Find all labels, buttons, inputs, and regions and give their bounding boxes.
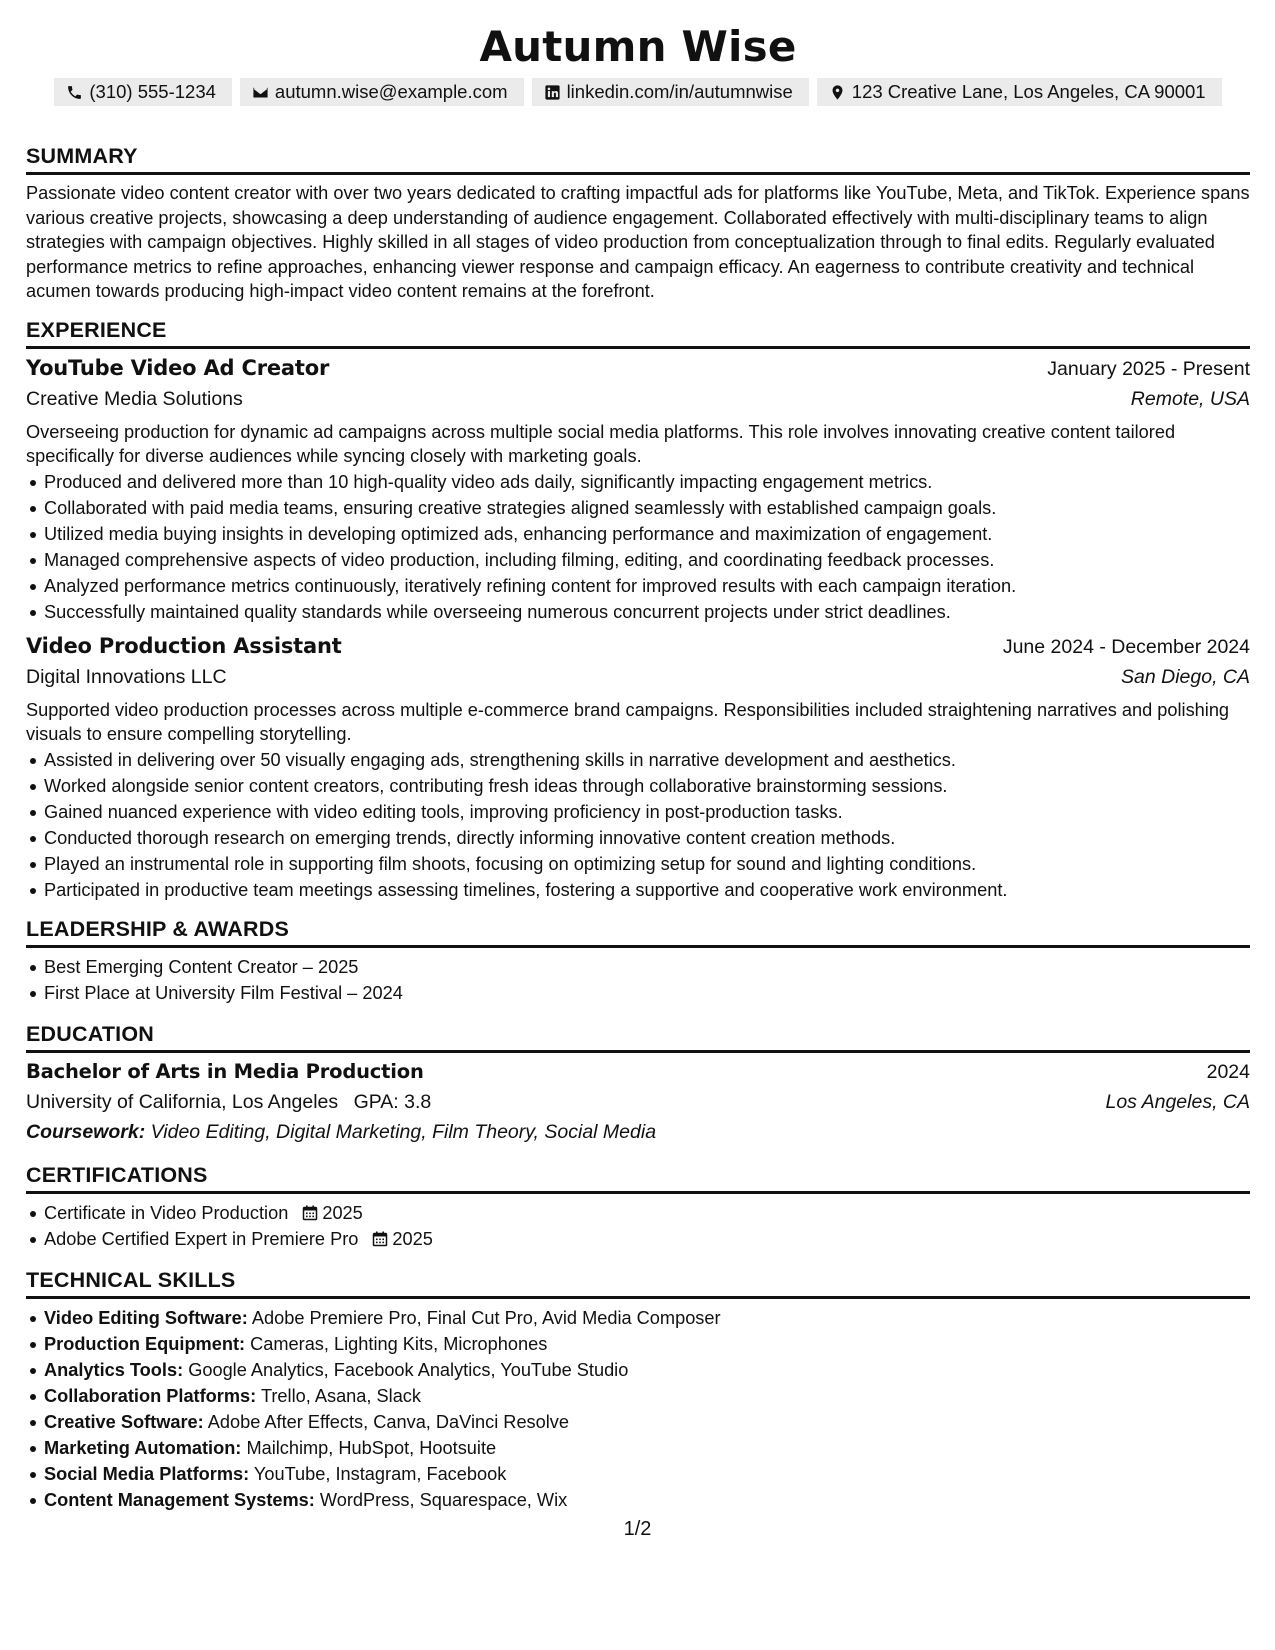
- skill-label: Collaboration Platforms:: [44, 1385, 257, 1406]
- phone-text: (310) 555-1234: [89, 81, 216, 102]
- list-item: [26, 1435, 1250, 1461]
- list-item: [26, 1226, 1250, 1252]
- job-title: Video Production Assistant: [26, 633, 342, 658]
- summary-text: Passionate video content creator with over two years dedicated to crafting impactful ads for platforms like YouTube, Meta, and TikTok. Experience spans various creative projects, showcasing a deep understanding of audience engagement. Collaborated effectively with multi-disciplinary teams to align strategies with campaign objectives. Highly skilled in all stages of video production from conceptualization through to final edits. Regularly evaluated performance metrics to refine approaches, enhancing viewer response and campaign efficacy. An eagerness to contribute creativity and technical acumen towards producing high-impact video content remains at the forefront.: [26, 183, 1250, 301]
- calendar-icon: [302, 1205, 318, 1221]
- job-company: Creative Media Solutions: [26, 387, 243, 410]
- skill-value: YouTube, Instagram, Facebook: [253, 1463, 507, 1484]
- job-description: Overseeing production for dynamic ad campaigns across multiple social media platforms. This role involves innovating creative content tailored specifically for diverse audiences while syncing closely with marketing goals.: [26, 421, 1176, 466]
- address-text: 123 Creative Lane, Los Angeles, CA 90001: [851, 81, 1206, 102]
- email-text: autumn.wise@example.com: [274, 81, 508, 102]
- school-line: [26, 1087, 431, 1117]
- cert-name: Adobe Certified Expert in Premiere Pro: [44, 1228, 359, 1249]
- job-location: San Diego, CA: [1121, 665, 1250, 688]
- linkedin-text: linkedin.com/in/autumnwise: [566, 81, 793, 102]
- page-number: 1/2: [623, 1518, 652, 1540]
- job-title: YouTube Video Ad Creator: [26, 355, 330, 380]
- cert-year: 2025: [392, 1228, 433, 1249]
- coursework-list: Video Editing, Digital Marketing, Film Theory, Social Media: [150, 1120, 657, 1143]
- list-item: Successfully maintained quality standards while overseeing numerous concurrent projects under strict deadlines.: [26, 599, 1250, 625]
- list-item: Conducted thorough research on emerging trends, directly informing innovative content creation methods.: [26, 825, 1250, 851]
- gpa: GPA: 3.8: [353, 1090, 432, 1113]
- coursework: [26, 1117, 1250, 1147]
- envelope-icon: [252, 84, 269, 101]
- contact-linkedin[interactable]: [532, 78, 809, 106]
- skill-value: Cameras, Lighting Kits, Microphones: [250, 1333, 548, 1354]
- map-pin-icon: [829, 84, 846, 101]
- list-item: [26, 1409, 1250, 1435]
- list-item: Gained nuanced experience with video editing tools, improving proficiency in post-production tasks.: [26, 799, 1250, 825]
- school-name: University of California, Los Angeles: [26, 1090, 339, 1113]
- linkedin-icon: [544, 84, 561, 101]
- summary-section: [26, 142, 1250, 304]
- list-item: [26, 1200, 1250, 1226]
- contact-phone[interactable]: [54, 78, 232, 106]
- cert-year: 2025: [322, 1202, 363, 1223]
- list-item: Best Emerging Content Creator – 2025: [26, 954, 1250, 980]
- job-entry: [26, 353, 1250, 625]
- awards-section: [26, 915, 1250, 1006]
- list-item: Analyzed performance metrics continuously, iteratively refining content for improved results with each campaign iteration.: [26, 573, 1250, 599]
- list-item: Assisted in delivering over 50 visually engaging ads, strengthening skills in narrative development and aesthetics.: [26, 747, 1250, 773]
- list-item: [26, 1305, 1250, 1331]
- resume-page: [26, 22, 1250, 1513]
- job-dates: June 2024 - December 2024: [1002, 635, 1250, 658]
- skill-value: Adobe After Effects, Canva, DaVinci Resolve: [207, 1411, 570, 1432]
- list-item: [26, 1383, 1250, 1409]
- skill-label: Creative Software:: [44, 1411, 204, 1432]
- job-company: Digital Innovations LLC: [26, 665, 227, 688]
- section-title: SUMMARY: [26, 142, 1250, 175]
- skill-value: Mailchimp, HubSpot, Hootsuite: [246, 1437, 497, 1458]
- skill-label: Analytics Tools:: [44, 1359, 184, 1380]
- list-item: [26, 1461, 1250, 1487]
- list-item: Played an instrumental role in supporting film shoots, focusing on optimizing setup for sound and lighting conditions.: [26, 851, 1250, 877]
- list-item: Utilized media buying insights in developing optimized ads, enhancing performance and maximization of engagement.: [26, 521, 1250, 547]
- job-bullets: [26, 469, 1250, 625]
- list-item: Collaborated with paid media teams, ensuring creative strategies aligned seamlessly with established campaign goals.: [26, 495, 1250, 521]
- list-item: [26, 1357, 1250, 1383]
- graduation-year: 2024: [1206, 1060, 1250, 1083]
- list-item: Produced and delivered more than 10 high-quality video ads daily, significantly impacting engagement metrics.: [26, 469, 1250, 495]
- skill-label: Marketing Automation:: [44, 1437, 242, 1458]
- section-title: TECHNICAL SKILLS: [26, 1266, 1250, 1299]
- skill-value: WordPress, Squarespace, Wix: [319, 1489, 568, 1510]
- calendar-icon: [372, 1231, 388, 1247]
- candidate-name: Autumn Wise: [479, 22, 797, 71]
- skills-section: [26, 1266, 1250, 1513]
- cert-name: Certificate in Video Production: [44, 1202, 289, 1223]
- contact-address[interactable]: [817, 78, 1222, 106]
- list-item: [26, 1487, 1250, 1513]
- school-location: Los Angeles, CA: [1105, 1090, 1250, 1113]
- awards-list: [26, 954, 1250, 1006]
- job-entry: [26, 631, 1250, 903]
- phone-icon: [66, 84, 83, 101]
- list-item: Participated in productive team meetings assessing timelines, fostering a supportive and cooperative work environment.: [26, 877, 1250, 903]
- skill-label: Production Equipment:: [44, 1333, 246, 1354]
- section-title: EXPERIENCE: [26, 316, 1250, 349]
- skill-label: Social Media Platforms:: [44, 1463, 250, 1484]
- list-item: First Place at University Film Festival – 2024: [26, 980, 1250, 1006]
- skill-label: Content Management Systems:: [44, 1489, 315, 1510]
- skill-value: Google Analytics, Facebook Analytics, YouTube Studio: [188, 1359, 629, 1380]
- skill-label: Video Editing Software:: [44, 1307, 248, 1328]
- contact-bar: [26, 78, 1250, 106]
- degree-title: Bachelor of Arts in Media Production: [26, 1059, 424, 1083]
- job-description: Supported video production processes across multiple e-commerce brand campaigns. Responsibilities included straightening narratives and polishing visuals to ensure compelling storytelling.: [26, 699, 1230, 744]
- section-title: LEADERSHIP & AWARDS: [26, 915, 1250, 948]
- skill-value: Trello, Asana, Slack: [260, 1385, 421, 1406]
- experience-section: [26, 316, 1250, 903]
- skills-list: [26, 1305, 1250, 1513]
- skill-value: Adobe Premiere Pro, Final Cut Pro, Avid Media Composer: [251, 1307, 721, 1328]
- list-item: [26, 1331, 1250, 1357]
- section-title: EDUCATION: [26, 1020, 1250, 1053]
- job-dates: January 2025 - Present: [1047, 357, 1250, 380]
- job-bullets: [26, 747, 1250, 903]
- section-title: CERTIFICATIONS: [26, 1161, 1250, 1194]
- certifications-list: [26, 1200, 1250, 1252]
- certifications-section: [26, 1161, 1250, 1252]
- list-item: Worked alongside senior content creators, contributing fresh ideas through collaborative brainstorming sessions.: [26, 773, 1250, 799]
- list-item: Managed comprehensive aspects of video production, including filming, editing, and coordinating feedback processes.: [26, 547, 1250, 573]
- education-section: [26, 1020, 1250, 1147]
- contact-email[interactable]: [240, 78, 524, 106]
- coursework-label: Coursework:: [26, 1120, 146, 1143]
- job-location: Remote, USA: [1130, 387, 1250, 410]
